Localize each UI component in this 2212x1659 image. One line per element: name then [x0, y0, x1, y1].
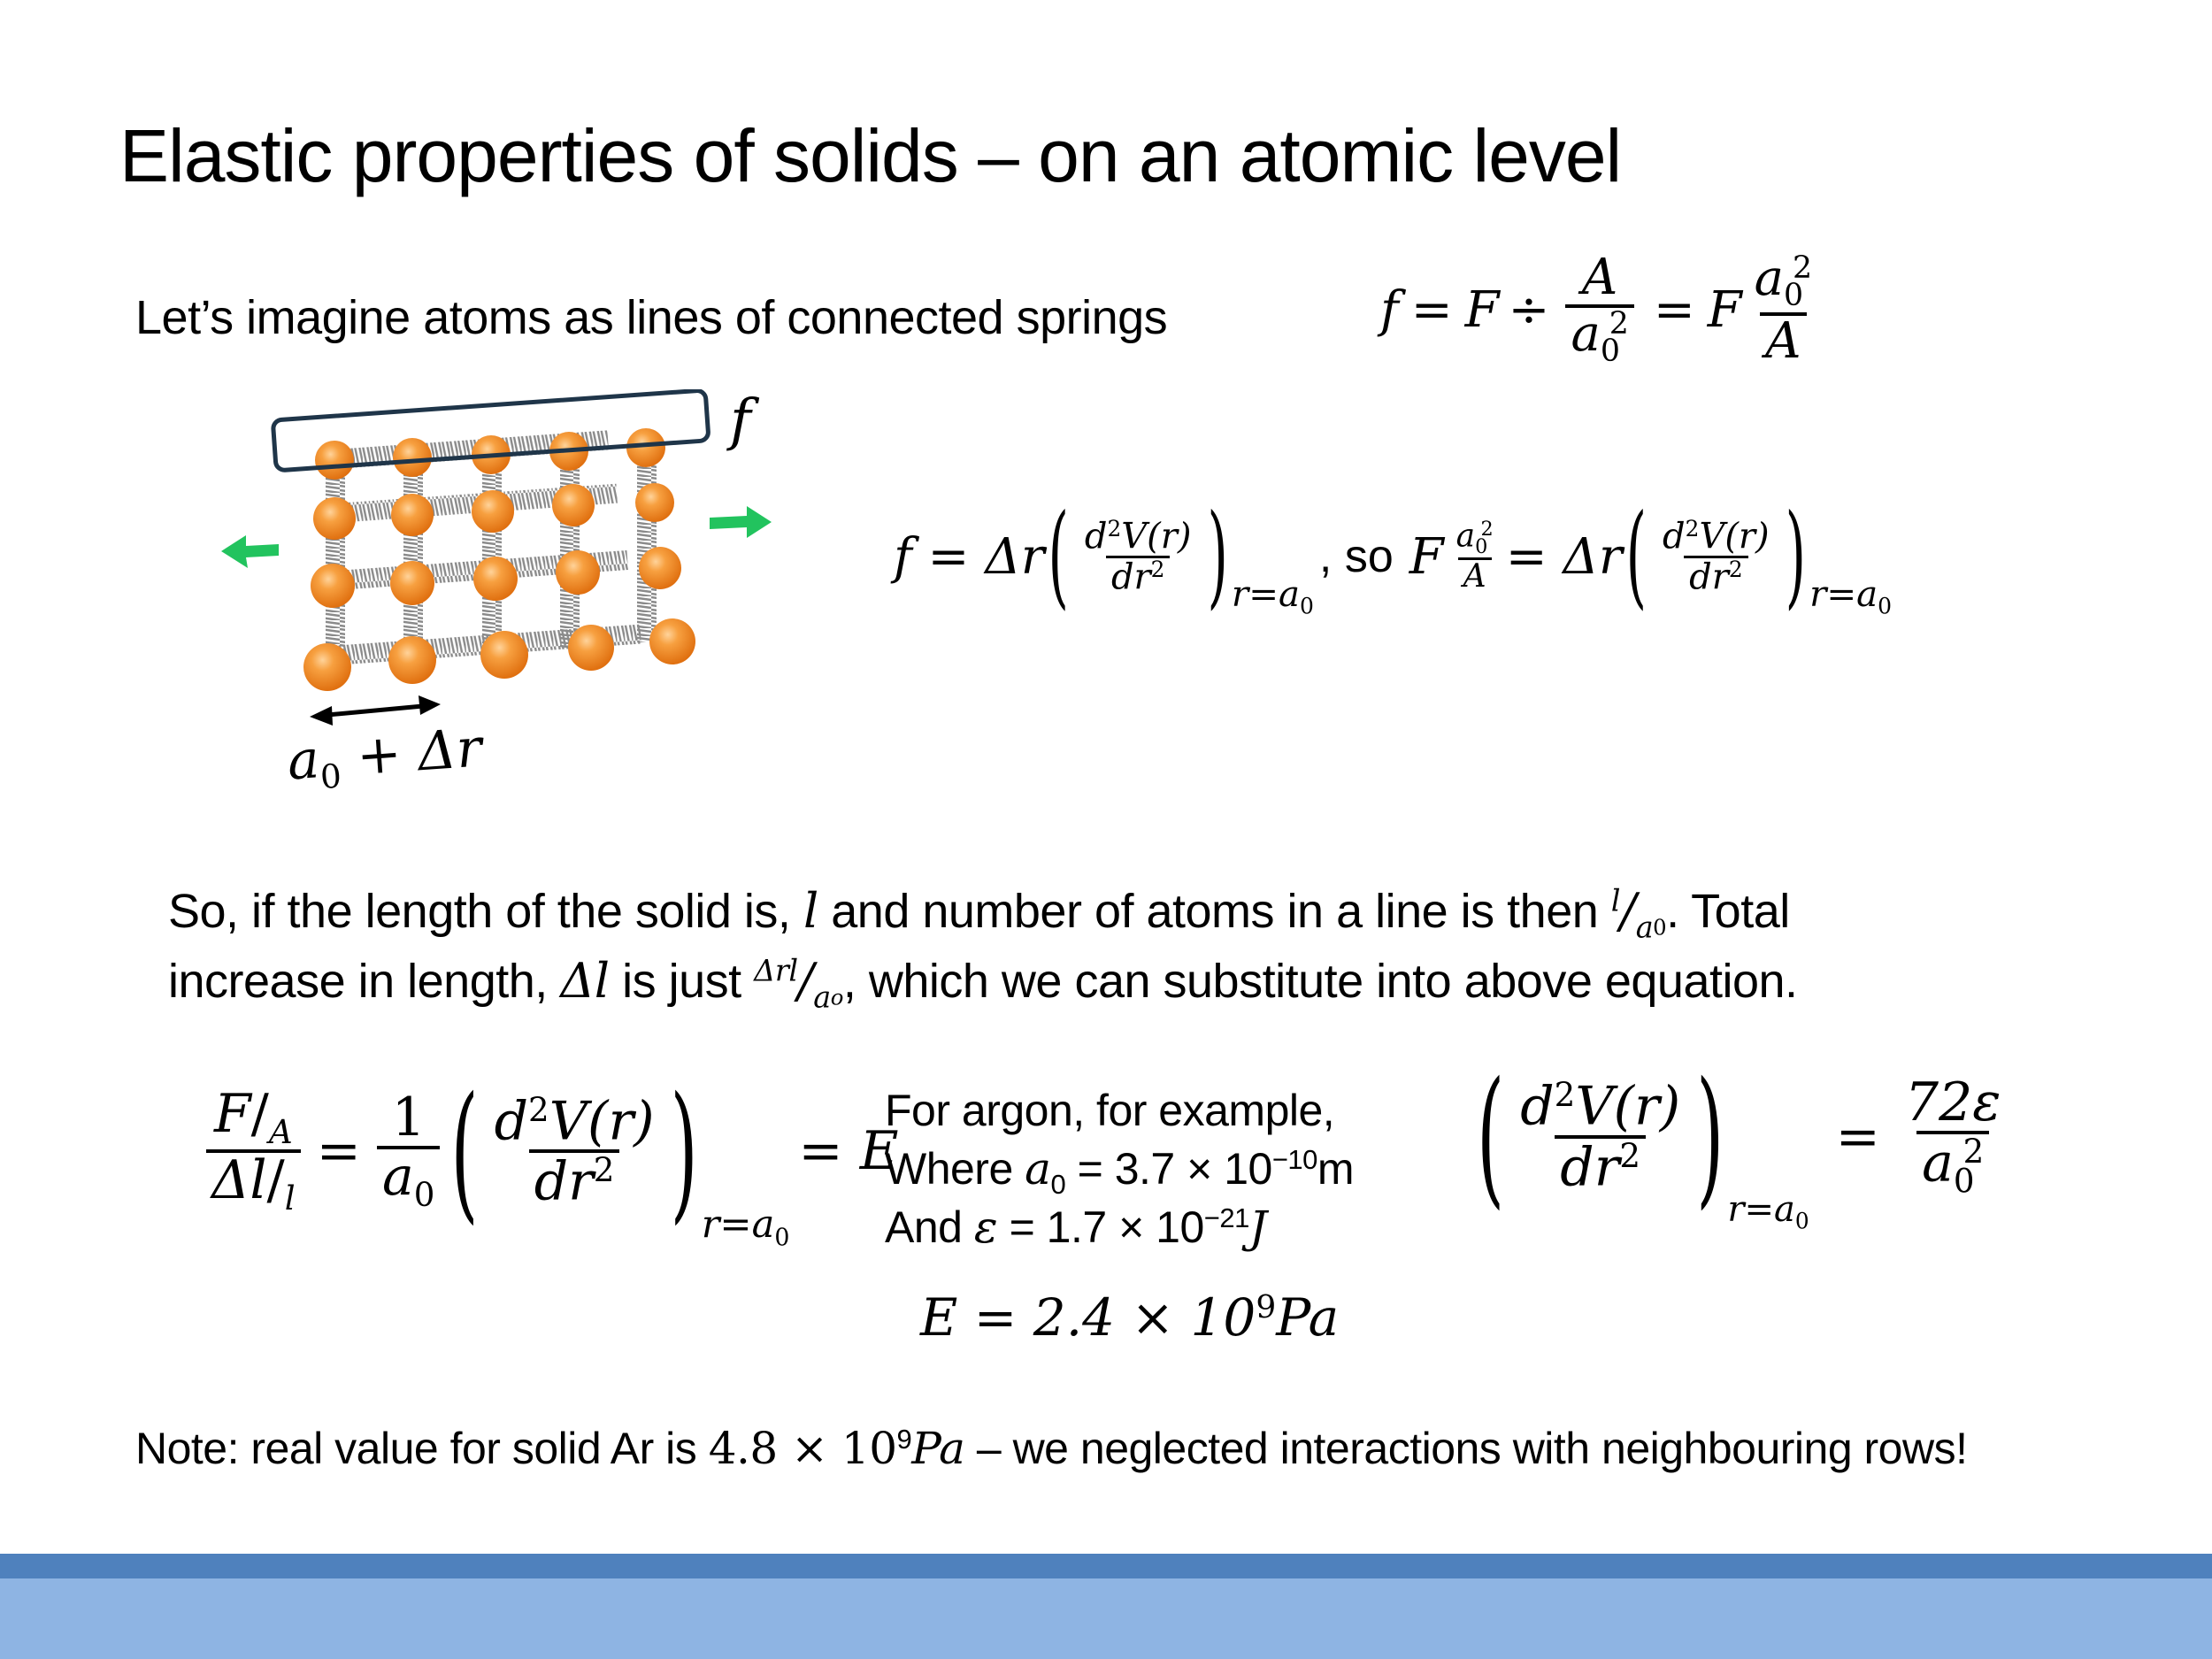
superscript: 2 [1150, 556, 1165, 582]
denominator: a [813, 979, 831, 1015]
symbol: d [1520, 1075, 1555, 1138]
equation-youngs-modulus [199, 1064, 899, 1252]
unit: m [1317, 1144, 1355, 1194]
inline-fraction: $^{\Delta rl}/_{ao}$ [754, 953, 843, 1015]
denominator: a [1635, 910, 1654, 945]
denominator: $\Delta l/_l$ [206, 1149, 301, 1216]
symbol: dr [1560, 1136, 1620, 1199]
subscript: 0 [1600, 334, 1620, 370]
numerator: A [1581, 249, 1618, 306]
denominator [1684, 556, 1748, 596]
text: E = 2.4 × 10 [920, 1287, 1256, 1348]
symbol: r=a [1727, 1188, 1795, 1230]
superscript: 2 [528, 1089, 549, 1129]
right-arrow-icon [710, 506, 772, 538]
text: – we neglected interactions with neighbouring rows! [964, 1424, 1968, 1473]
numerator [1749, 252, 1817, 312]
symbol: Δl [211, 1149, 267, 1212]
text: And [885, 1202, 974, 1252]
eq-symbol: F [1409, 527, 1444, 586]
eq-symbol: F [1464, 280, 1500, 339]
numerator [1657, 518, 1775, 556]
unit: Pa [1276, 1287, 1340, 1348]
eq-rhs: = Δr [1505, 527, 1623, 586]
symbol: r=a [701, 1202, 775, 1247]
eq-rhs: = E [798, 1120, 899, 1183]
paragraph-line-2 [168, 953, 1798, 1015]
exponent: −10 [1271, 1143, 1317, 1175]
equation-second-derivative [1473, 1050, 2013, 1234]
superscript: 2 [1962, 1132, 1985, 1171]
text: = 1.7 × 10 [997, 1202, 1204, 1252]
numerator [1515, 1075, 1686, 1138]
subscript: 0 [319, 756, 343, 797]
subscript: 0 [1050, 1168, 1066, 1200]
subscript: 0 [1794, 1208, 1809, 1234]
value: 4.8 × 10 [708, 1423, 897, 1474]
subscript: 0 [413, 1175, 435, 1215]
eq-sign: = [316, 1120, 361, 1183]
argon-line-1: For argon, for example, [885, 1086, 1335, 1135]
denominator [1555, 1135, 1646, 1199]
intro-text: Let’s imagine atoms as lines of connected springs [135, 291, 1168, 344]
note-text [135, 1423, 1968, 1474]
spring-lattice-figure [204, 389, 787, 748]
symbol: V(r) [1121, 516, 1192, 557]
text: and number of atoms in a line is then [831, 885, 1599, 938]
symbol: + Δr [337, 717, 484, 789]
symbol: l [284, 1179, 296, 1218]
paren: ) [1207, 491, 1228, 622]
subscript: 0 [1953, 1161, 1975, 1201]
superscript: 2 [1619, 1135, 1641, 1175]
denominator: A [1760, 312, 1806, 368]
symbol: a [1754, 250, 1785, 308]
symbol: F [213, 1083, 251, 1145]
paren: ( [450, 1064, 479, 1238]
subscript: o [830, 984, 843, 1010]
eq-sign: = [1835, 1105, 1880, 1168]
exponent: −21 [1203, 1202, 1249, 1233]
symbol: r=a [1809, 572, 1878, 615]
connector-text: , so [1318, 531, 1394, 583]
result-equation [920, 1287, 1339, 1348]
math-symbol: Δl [560, 953, 610, 1009]
unit: Pa [911, 1423, 965, 1474]
denominator [529, 1149, 620, 1213]
exponent: 9 [896, 1423, 912, 1455]
paren: ) [1696, 1050, 1724, 1224]
subscript: 0 [1653, 914, 1667, 941]
symbol: V(r) [1699, 516, 1770, 557]
numerator [1079, 518, 1197, 556]
fraction [489, 1089, 660, 1213]
fraction [1657, 516, 1775, 598]
paren: ( [1048, 491, 1069, 622]
subscript: 0 [1784, 278, 1804, 314]
text: . Total [1666, 885, 1790, 938]
numerator: l [1610, 883, 1620, 918]
symbol: a [1922, 1132, 1954, 1194]
footer-band-dark [0, 1554, 2212, 1578]
numerator [489, 1089, 660, 1153]
eq-sign: ÷ [1508, 280, 1550, 339]
text: = 3.7 × 10 [1065, 1144, 1272, 1194]
figure-label-spacing [286, 717, 485, 798]
subscript: 0 [1475, 535, 1488, 559]
superscript: 2 [1609, 305, 1629, 342]
figure-label-f: f [730, 388, 751, 453]
symbol: dr [1110, 557, 1151, 598]
fraction [1565, 249, 1633, 370]
symbol: V(r) [1575, 1075, 1681, 1138]
symbol: a [381, 1146, 414, 1209]
denominator: A [1458, 557, 1492, 594]
denominator [377, 1146, 440, 1215]
symbol: a [1455, 518, 1476, 555]
math-symbol: a [1025, 1143, 1051, 1194]
text: So, if the length of the solid is, [168, 885, 791, 938]
text: , which we can substitute into above equation. [842, 955, 1798, 1008]
limit-subscript [1232, 573, 1314, 619]
fraction [1079, 516, 1197, 598]
limit-subscript [1727, 1189, 1809, 1234]
fraction [1451, 519, 1499, 594]
symbol: dr [1689, 557, 1729, 598]
fraction [1749, 250, 1817, 370]
paren: ) [1785, 491, 1807, 622]
inline-fraction: $^l/_{a0}$ [1610, 883, 1667, 945]
argon-line-3 [885, 1202, 1266, 1253]
symbol: A [268, 1112, 293, 1152]
superscript: 2 [1554, 1075, 1576, 1115]
symbol: r=a [1231, 572, 1301, 615]
numerator [1451, 519, 1499, 557]
math-symbol: l [803, 883, 818, 939]
fraction [206, 1083, 301, 1218]
symbol: d [494, 1090, 529, 1153]
fraction [1515, 1075, 1686, 1199]
symbol: d [1663, 516, 1686, 557]
text: is just [622, 955, 741, 1008]
text: Note: real value for solid Ar is [135, 1424, 709, 1473]
subscript: 0 [1878, 593, 1893, 619]
superscript: 2 [1685, 516, 1700, 541]
eq-symbol: F [1707, 280, 1742, 339]
eq-symbol: f [1380, 280, 1399, 339]
math-symbol: ε [973, 1202, 998, 1253]
paren: ( [1477, 1050, 1505, 1224]
equation-force [894, 491, 1893, 622]
denominator [1916, 1131, 1989, 1199]
slide-title: Elastic properties of solids – on an atomic level [119, 114, 1622, 197]
denominator [1106, 556, 1171, 596]
symbol: a [285, 728, 322, 793]
symbol: d [1084, 516, 1108, 557]
fraction [377, 1087, 440, 1215]
footer-band-light [0, 1578, 2212, 1659]
atom-spring-lattice-icon [204, 389, 787, 743]
exponent: 9 [1256, 1289, 1277, 1326]
eq-sign: = [1653, 280, 1695, 339]
eq-sign: = [1410, 280, 1453, 339]
superscript: 2 [1107, 516, 1122, 541]
numerator: 1 [391, 1087, 426, 1149]
fraction [1900, 1071, 2007, 1201]
numerator: 72ε [1904, 1071, 2001, 1133]
text: increase in length, [168, 955, 548, 1008]
superscript: 2 [1480, 517, 1494, 541]
paren: ) [670, 1064, 698, 1238]
text: Where [885, 1144, 1025, 1194]
unit: J [1248, 1202, 1267, 1253]
argon-line-2 [885, 1143, 1354, 1201]
left-arrow-icon [221, 535, 279, 568]
paragraph-line-1 [168, 883, 1790, 945]
superscript: 2 [1728, 556, 1743, 582]
limit-subscript [1809, 573, 1892, 619]
limit-subscript [702, 1202, 790, 1251]
equation-f-definition [1380, 249, 1824, 370]
numerator: Δrl [754, 953, 798, 988]
symbol: a [1571, 304, 1601, 363]
denominator [1565, 304, 1633, 368]
numerator: $F/_A$ [213, 1083, 293, 1152]
eq-lhs: f = Δr [894, 527, 1045, 586]
symbol: V(r) [549, 1090, 655, 1153]
superscript: 2 [1793, 250, 1813, 286]
superscript: 2 [593, 1150, 615, 1190]
paren: ( [1625, 491, 1647, 622]
subscript: 0 [1300, 593, 1314, 619]
subscript: 0 [774, 1224, 790, 1252]
symbol: dr [534, 1150, 594, 1213]
